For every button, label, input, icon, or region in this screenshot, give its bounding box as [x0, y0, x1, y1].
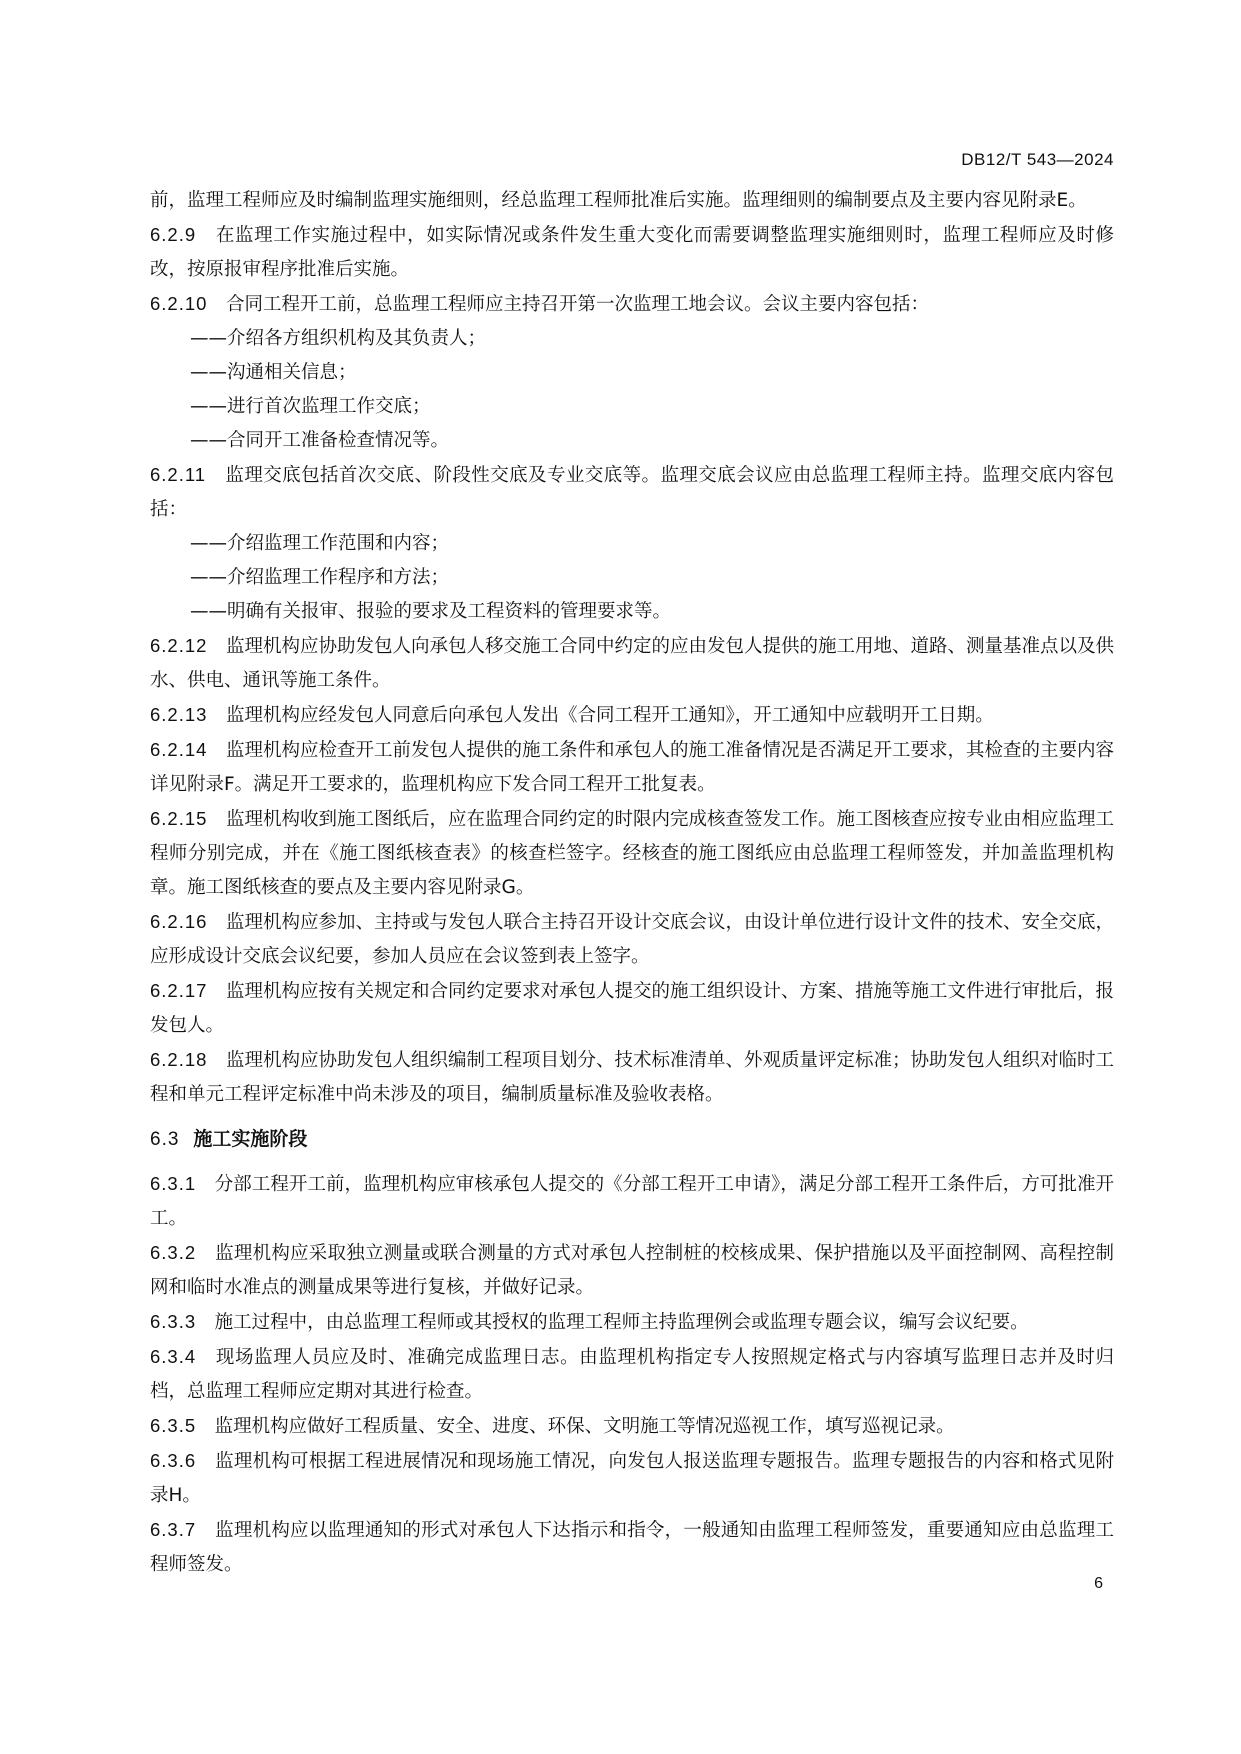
- clause-6-2-13: 6.2.13 监理机构应经发包人同意后向承包人发出《合同工程开工通知》，开工通知中应载明开工日期。: [150, 704, 994, 726]
- clause-6-2-12: 6.2.12 监理机构应协助发包人向承包人移交施工合同中约定的应由发包人提供的施工用地、道路、测量基准点以及供水、供电、通讯等施工条件。: [150, 635, 1114, 691]
- list-item: ——介绍各方组织机构及其负责人；: [190, 328, 487, 349]
- page-number: 6: [1094, 1575, 1103, 1592]
- clause-6-2-16: 6.2.16 监理机构应参加、主持或与发包人联合主持召开设计交底会议，由设计单位进行设计文件的技术、安全交底，应形成设计交底会议纪要，参加人员应在会议签到表上签字。: [150, 911, 1114, 967]
- page-body: [150, 184, 1114, 1582]
- list-item: ——介绍监理工作程序和方法；: [190, 567, 450, 588]
- clause-6-3-4: 6.3.4 现场监理人员应及时、准确完成监理日志。由监理机构指定专人按照规定格式与内容填写监理日志并及时归档，总监理工程师应定期对其进行检查。: [150, 1346, 1114, 1402]
- clause-6-2-11: 6.2.11 监理交底包括首次交底、阶段性交底及专业交底等。监理交底会议应由总监理工程师主持。监理交底内容包括：: [150, 464, 1114, 520]
- section-heading-6-3: 6.3 施工实施阶段: [150, 1128, 308, 1150]
- clause-6-3-6: 6.3.6 监理机构可根据工程进展情况和现场施工情况，向发包人报送监理专题报告。监理专题报告的内容和格式见附录H。: [150, 1450, 1114, 1506]
- clause-6-2-14: 6.2.14 监理机构应检查开工前发包人提供的施工条件和承包人的施工准备情况是否满足开工要求，其检查的主要内容详见附录F。满足开工要求的，监理机构应下发合同工程开工批复表。: [150, 739, 1114, 795]
- clause-6-3-7: 6.3.7 监理机构应以监理通知的形式对承包人下达指示和指令，一般通知由监理工程师签发，重要通知应由总监理工程师签发。: [150, 1519, 1114, 1575]
- document-code-header: DB12/T 543—2024: [961, 150, 1114, 169]
- list-item: ——合同开工准备检查情况等。: [190, 430, 450, 451]
- paragraph-continuation: 前，监理工程师应及时编制监理实施细则，经总监理工程师批准后实施。监理细则的编制要点及主要内容见附录E。: [150, 190, 1087, 211]
- clause-6-2-18: 6.2.18 监理机构应协助发包人组织编制工程项目划分、技术标准清单、外观质量评定标准；协助发包人组织对临时工程和单元工程评定标准中尚未涉及的项目，编制质量标准及验收表格。: [150, 1049, 1114, 1105]
- clause-6-3-1: 6.3.1 分部工程开工前，监理机构应审核承包人提交的《分部工程开工申请》，满足分部工程开工条件后，方可批准开工。: [150, 1173, 1114, 1229]
- list-item: ——沟通相关信息；: [190, 362, 357, 383]
- clause-6-2-9: 6.2.9 在监理工作实施过程中，如实际情况或条件发生重大变化而需要调整监理实施细则时，监理工程师应及时修改，按原报审程序批准后实施。: [150, 224, 1114, 280]
- clause-6-3-3: 6.3.3 施工过程中，由总监理工程师或其授权的监理工程师主持监理例会或监理专题会议，编写会议纪要。: [150, 1311, 1029, 1333]
- list-item: ——介绍监理工作范围和内容；: [190, 533, 450, 554]
- clause-6-2-15: 6.2.15 监理机构收到施工图纸后，应在监理合同约定的时限内完成核查签发工作。施工图核查应按专业由相应监理工程师分别完成，并在《施工图纸核查表》的核查栏签字。经核查的施工图纸应由总监理工程师签发，并加盖监理机构章。施工图纸核查的要点及主要内容见附录G。: [150, 808, 1114, 898]
- clause-6-2-17: 6.2.17 监理机构应按有关规定和合同约定要求对承包人提交的施工组织设计、方案、措施等施工文件进行审批后，报发包人。: [150, 980, 1114, 1036]
- list-item: ——明确有关报审、报验的要求及工程资料的管理要求等。: [190, 601, 672, 622]
- list-item: ——进行首次监理工作交底；: [190, 396, 431, 417]
- clause-6-3-5: 6.3.5 监理机构应做好工程质量、安全、进度、环保、文明施工等情况巡视工作，填写巡视记录。: [150, 1415, 955, 1437]
- clause-6-2-10: 6.2.10 合同工程开工前，总监理工程师应主持召开第一次监理工地会议。会议主要内容包括：: [150, 293, 929, 315]
- clause-6-3-2: 6.3.2 监理机构应采取独立测量或联合测量的方式对承包人控制桩的校核成果、保护措施以及平面控制网、高程控制网和临时水准点的测量成果等进行复核，并做好记录。: [150, 1242, 1114, 1298]
